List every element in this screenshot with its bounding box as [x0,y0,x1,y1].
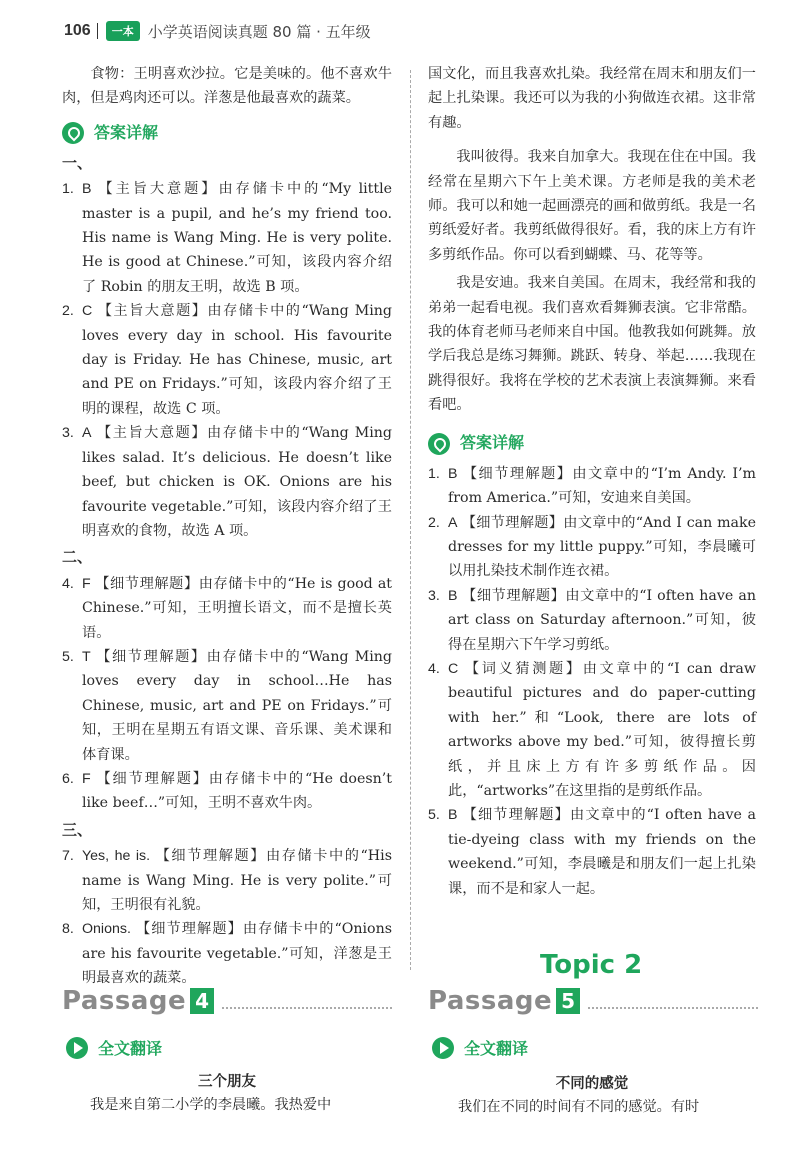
item-number: 5. [62,648,74,665]
item-number: 7. [62,848,74,865]
passage-5-heading [428,986,758,1016]
book-logo: 一本 [106,21,140,41]
item-explanation: 【细节理解题】由存储卡中的“Onions are his favourite vegetable.”可知，洋葱是王明最喜欢的蔬菜。 [82,921,392,987]
item-answer: B [448,465,458,482]
item-body [448,584,756,657]
item-body [448,657,756,803]
answer-item [62,421,392,543]
item-answer: F [82,575,91,592]
translation-heading [66,1036,162,1059]
article-title: 三个朋友 [198,1074,256,1090]
translation-heading [432,1036,528,1059]
part-label: 三、 [62,820,93,839]
answer-item [428,657,756,803]
item-body [82,421,392,543]
item-body [82,767,392,816]
answers-heading [428,430,756,458]
item-number: 4. [428,660,440,677]
article-first-line: 我们在不同的时间有不同的感觉。有时 [458,1099,700,1115]
item-number: 6. [62,770,74,787]
paragraph: 国文化，而且我喜欢扎染。我经常在周末和朋友们一起上扎染课。我还可以为我的小狗做连衣裙。这非常有趣。 [428,66,756,131]
play-icon [66,1037,88,1059]
item-number: 4. [62,575,74,592]
item-explanation: 【词义猜测题】由文章中的“I can draw beautiful pictures and do paper-cutting with her.”和“Look, there are lots of artworks above my bed.”可知，彼得擅长剪纸，并且床上方有许多剪纸作品。因此，“artworks”在这里指的是剪纸作品。 [448,660,756,799]
item-number: 8. [62,921,74,938]
item-explanation: 【主旨大意题】由存储卡中的“My little master is a pupil, and he’s my friend too. His name is Wang Ming. He is very polite. He is good at Chinese.”可知，该段内容介绍了 Robin 的朋友王明，故选 B 项。 [82,181,392,295]
article-first-line: 我是来自第二小学的李晨曦。我热爱中 [90,1097,332,1113]
answer-item [62,917,392,990]
page-header [64,14,371,48]
item-answer: A [448,514,458,531]
answers-heading [62,119,392,147]
item-body [448,462,756,511]
passage-label: Passage [62,986,187,1016]
item-explanation: 【细节理解题】由文章中的“I often have a tie-dyeing class with my friends on the weekend.”可知，李晨曦是和朋友们一起上扎染课，而不是和家人一起。 [448,807,756,897]
answer-item [428,803,756,901]
item-body [82,844,392,917]
answer-item [62,767,392,816]
answer-item [428,584,756,657]
intro-paragraph: 食物：王明喜欢沙拉。它是美味的。他不喜欢牛肉，但是鸡肉还可以。洋葱是他最喜欢的蔬菜。 [62,66,392,107]
answer-item [62,572,392,645]
passage-number: 4 [190,988,214,1014]
item-body [82,572,392,645]
dotted-rule [222,1006,392,1009]
item-answer: Onions. [82,921,131,938]
part-label: 一、 [62,153,93,172]
translation-title: 全文翻译 [98,1039,163,1058]
item-answer: Yes, he is. [82,848,151,865]
page-number: 106 [64,22,91,39]
answer-item [428,462,756,511]
passage-label: Passage [428,986,553,1016]
item-explanation: 【细节理解题】由存储卡中的“His name is Wang Ming. He is very polite.”可知，王明很有礼貌。 [82,848,393,913]
topic-heading: Topic 2 [540,950,643,980]
passage-4-heading [62,986,392,1016]
item-explanation: 【主旨大意题】由存储卡中的“Wang Ming likes salad. It’s delicious. He doesn’t like beef, but chicken is OK. Onions are his favourite vegetable.”可知，该段内容介绍了王明喜欢的食物，故选 A 项。 [82,425,392,539]
item-explanation: 【细节理解题】由存储卡中的“He is good at Chinese.”可知，王明擅长语文，而不是擅长英语。 [82,575,392,641]
item-answer: C [448,660,459,677]
article-title: 不同的感觉 [555,1076,629,1092]
item-explanation: 【细节理解题】由存储卡中的“Wang Ming loves every day in school…He has Chinese, music, art and PE on Fridays.”可知，王明在星期五有语文课、音乐课、美术课和体育课。 [82,648,392,763]
paragraph: 我是安迪。我来自美国。在周末，我经常和我的弟弟一起看电视。我们喜欢看舞狮表演。它非常酷。我的体育老师马老师来自中国。他教我如何跳舞。放学后我总是练习舞狮。跳跃、转身、举起……我现在跳得很好。我将在学校的艺术表演上表演舞狮。来看看吧。 [428,275,756,414]
answer-item [428,511,756,584]
answer-item [62,844,392,917]
item-answer: F [82,770,91,787]
answers-title: 答案详解 [94,122,159,142]
answer-icon [428,433,450,455]
item-answer: B [82,181,92,198]
item-number: 1. [62,181,74,198]
item-explanation: 【细节理解题】由文章中的“I often have an art class on Saturday afternoon.”可知，彼得在星期六下午学习剪纸。 [448,587,756,653]
answer-item [62,299,392,421]
header-divider [97,23,98,39]
item-answer: C [82,303,93,320]
item-number: 3. [428,587,440,604]
item-number: 5. [428,807,440,824]
answer-item [62,645,392,767]
answer-icon [62,122,84,144]
dotted-rule [588,1006,758,1009]
item-body [82,177,392,299]
item-number: 2. [428,514,440,531]
item-number: 1. [428,465,440,482]
item-answer: T [82,648,91,665]
item-explanation: 【主旨大意题】由存储卡中的“Wang Ming loves every day in school. His favourite day is Friday. He has Chinese, music, art and PE on Fridays.”可知，该段内容介绍了王明的课程，故选 C 项。 [82,303,392,417]
item-answer: A [82,425,92,442]
item-body [82,645,392,767]
left-column [62,62,392,991]
item-body [448,803,756,901]
paragraph: 我叫彼得。我来自加拿大。我现在住在中国。我经常在星期六下午上美术课。方老师是我的美术老师。我可以和她一起画漂亮的画和做剪纸。我是一名剪纸爱好者。我剪纸做得很好。看，我的床上方有许多剪纸作品。你可以看到蝴蝶、马、花等等。 [428,149,756,263]
item-body [448,511,756,584]
book-title: 小学英语阅读真题 80 篇 · 五年级 [147,22,371,41]
column-divider [410,70,411,970]
item-body [82,917,392,990]
answers-title: 答案详解 [460,433,525,453]
item-explanation: 【细节理解题】由文章中的“And I can make dresses for my little puppy.”可知，李晨曦可以用扎染技术制作连衣裙。 [448,514,756,580]
passage-number: 5 [556,988,580,1014]
item-body [82,299,392,421]
item-number: 3. [62,425,74,442]
answer-item [62,177,392,299]
play-icon [432,1037,454,1059]
item-explanation: 【细节理解题】由存储卡中的“He doesn’t like beef…”可知，王明不喜欢牛肉。 [82,770,392,812]
item-explanation: 【细节理解题】由文章中的“I’m Andy. I’m from America.”可知，安迪来自美国。 [448,465,756,507]
translation-title: 全文翻译 [464,1039,529,1058]
item-number: 2. [62,303,74,320]
right-column [428,62,756,901]
part-label: 二、 [62,548,93,567]
item-answer: B [448,807,458,824]
item-answer: B [448,587,458,604]
